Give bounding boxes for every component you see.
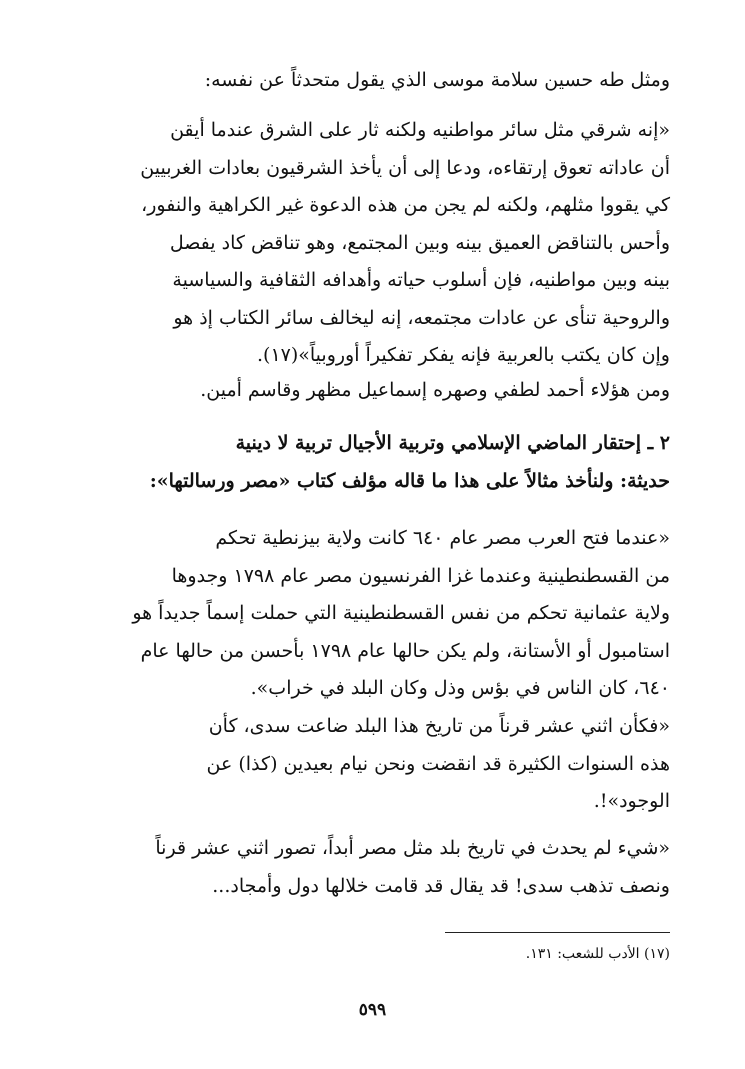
text-line: «فكأن اثني عشر قرناً من تاريخ هذا البلد ضاعت سدى، كأن xyxy=(208,715,670,737)
text-line: كي يقووا مثلهم، ولكنه لم يجن من هذه الدعوة غير الكراهية والنفور، xyxy=(141,194,670,216)
intro-sentence xyxy=(104,62,670,100)
text-line: أن عاداته تعوق إرتقاءه، ودعا إلى أن يأخذ الشرقيون بعادات الغربيين xyxy=(140,156,670,179)
text-line: من القسطنطينية وعندما غزا الفرنسيون مصر عام ١٧٩٨ وجدوها xyxy=(171,564,670,587)
text-line: «إنه شرقي مثل سائر مواطنيه ولكنه ثار على الشرق عندما أيقن xyxy=(170,119,670,141)
text-line: الوجود»!. xyxy=(593,790,670,812)
text-line: استامبول أو الأستانة، ولم يكن حالها عام ١٧٩٨ بأحسن من حالها عام xyxy=(140,639,670,662)
text-line: بينه وبين مواطنيه، فإن أسلوب حياته وأهدافه الثقافية والسياسية xyxy=(172,269,670,291)
text-line: وإن كان يكتب بالعربية فإنه يفكر تفكيراً أوروبياً»(١٧). xyxy=(256,344,670,366)
text-line: «شيء لم يحدث في تاريخ بلد مثل مصر أبداً، تصور اثني عشر قرناً xyxy=(155,837,670,859)
text-line: وأحس بالتناقض العميق بينه وبين المجتمع، وهو تناقض كاد يفصل xyxy=(169,231,670,254)
text-line: «عندما فتح العرب مصر عام ٦٤٠ كانت ولاية بيزنطية تحكم xyxy=(215,527,670,549)
page-number: ٥٩٩ xyxy=(358,1000,387,1020)
text-line: ٦٤٠، كان الناس في بؤس وذل وكان البلد في خراب». xyxy=(250,677,670,699)
text-line: ونصف تذهب سدى! قد يقال قد قامت خلالها دول وأمجاد... xyxy=(212,874,670,897)
quote-never-happened xyxy=(104,830,670,905)
text-line: والروحية تنأى عن عادات مجتمعه، إنه ليخالف سائر الكتاب إذ هو xyxy=(173,306,670,329)
footnote-divider xyxy=(445,932,670,933)
text-line: ومثل طه حسين سلامة موسى الذي يقول متحدثاً عن نفسه: xyxy=(204,69,670,91)
footnote: (١٧) الأدب للشعب: ١٣١. xyxy=(525,946,670,962)
text-line: هذه السنوات الكثيرة قد انقضت ونحن نيام بعيدين (كذا) عن xyxy=(206,752,670,775)
text-line: ومن هؤلاء أحمد لطفي وصهره إسماعيل مظهر وقاسم أمين. xyxy=(200,379,670,401)
text-line: ولاية عثمانية تحكم من نفس القسطنطينية التي حملت إسماً جديداً هو xyxy=(132,602,670,624)
persons-paragraph xyxy=(104,372,670,410)
quote-salama-musa xyxy=(104,112,670,375)
text-line: ٢ ـ إحتقار الماضي الإسلامي وتربية الأجيال تربية لا دينية xyxy=(235,432,670,454)
text-line: حديثة: ولنأخذ مثالاً على هذا ما قاله مؤلف كتاب «مصر ورسالتها»: xyxy=(149,469,670,492)
quote-twelve-centuries xyxy=(104,708,670,821)
section-heading-2 xyxy=(104,425,670,500)
quote-egypt-history xyxy=(104,520,670,708)
